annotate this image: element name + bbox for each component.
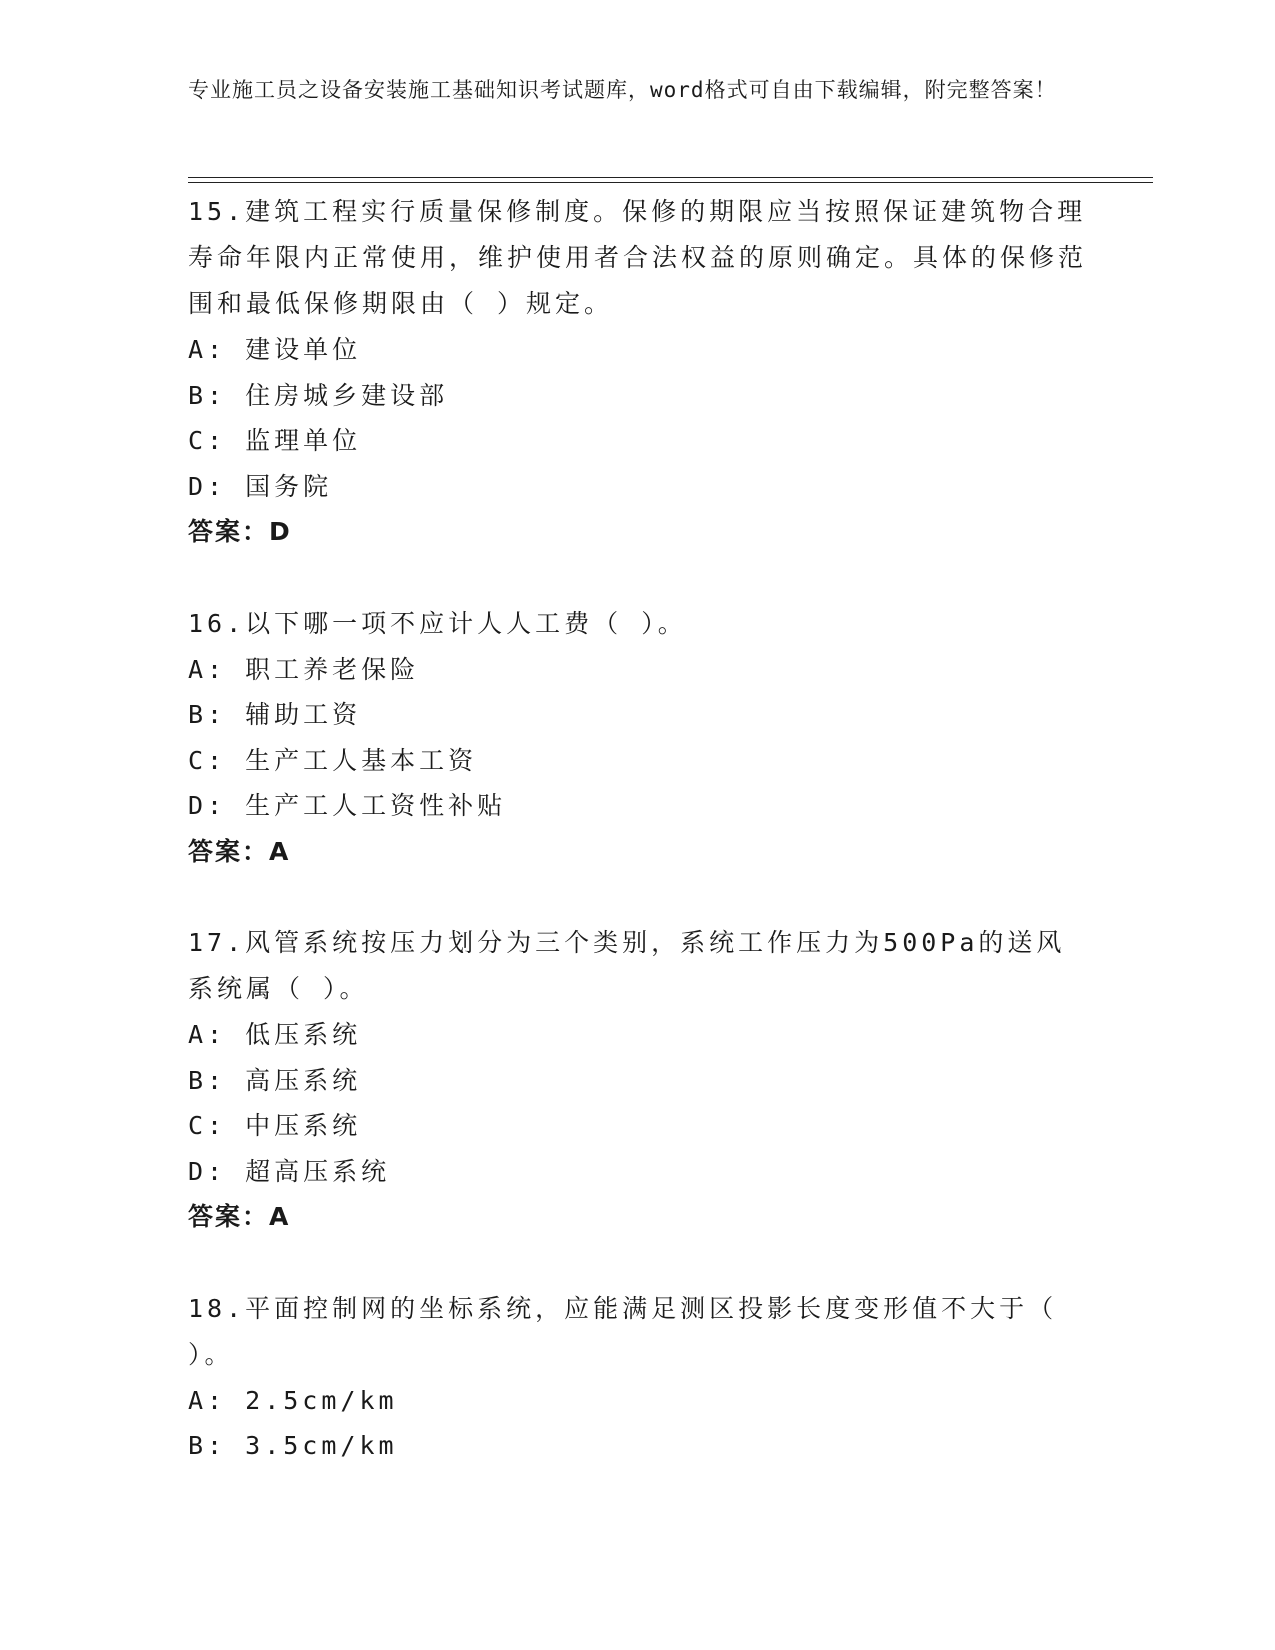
question-16 (188, 601, 1088, 875)
question-18 (188, 1286, 1088, 1469)
option-d: D: 生产工人工资性补贴 (188, 791, 507, 820)
document-header (188, 74, 1068, 106)
option-a: A: 2.5cm/km (188, 1385, 398, 1415)
option-a: A: 建设单位 (188, 335, 362, 364)
option-d: D: 国务院 (188, 471, 333, 501)
answer: 答案：A (188, 836, 291, 866)
header-rule-bottom (188, 182, 1153, 183)
option-b: B: 辅助工资 (188, 700, 362, 729)
answer: 答案：A (188, 1202, 291, 1231)
question-15 (188, 189, 1088, 555)
question-stem: 18.平面控制网的坐标系统，应能满足测区投影长度变形值不大于（ ）。 (188, 1293, 1058, 1369)
header-rule-top (188, 177, 1153, 178)
option-b: B: 住房城乡建设部 (188, 380, 449, 410)
option-d: D: 超高压系统 (188, 1156, 391, 1186)
question-stem: 15.建筑工程实行质量保修制度。保修的期限应当按照保证建筑物合理寿命年限内正常使用，维护使用者合法权益的原则确定。具体的保修范围和最低保修期限由（ ）规定。 (188, 197, 1088, 318)
option-b: B: 高压系统 (188, 1065, 362, 1095)
option-c: C: 中压系统 (188, 1111, 362, 1140)
question-stem: 17.风管系统按压力划分为三个类别，系统工作压力为500Pa的送风系统属（ ）。 (188, 928, 1066, 1003)
option-c: C: 生产工人基本工资 (188, 745, 478, 775)
question-stem: 16.以下哪一项不应计人人工费（ ）。 (188, 608, 687, 638)
option-a: A: 低压系统 (188, 1020, 362, 1049)
option-c: C: 监理单位 (188, 426, 362, 455)
header-text: 专业施工员之设备安装施工基础知识考试题库，word格式可自由下载编辑，附完整答案！ (188, 78, 1057, 102)
option-b: B: 3.5cm/km (188, 1431, 398, 1460)
option-a: A: 职工养老保险 (188, 654, 420, 684)
question-17 (188, 920, 1088, 1240)
answer: 答案：D (188, 517, 292, 546)
question-list (188, 189, 1088, 1515)
